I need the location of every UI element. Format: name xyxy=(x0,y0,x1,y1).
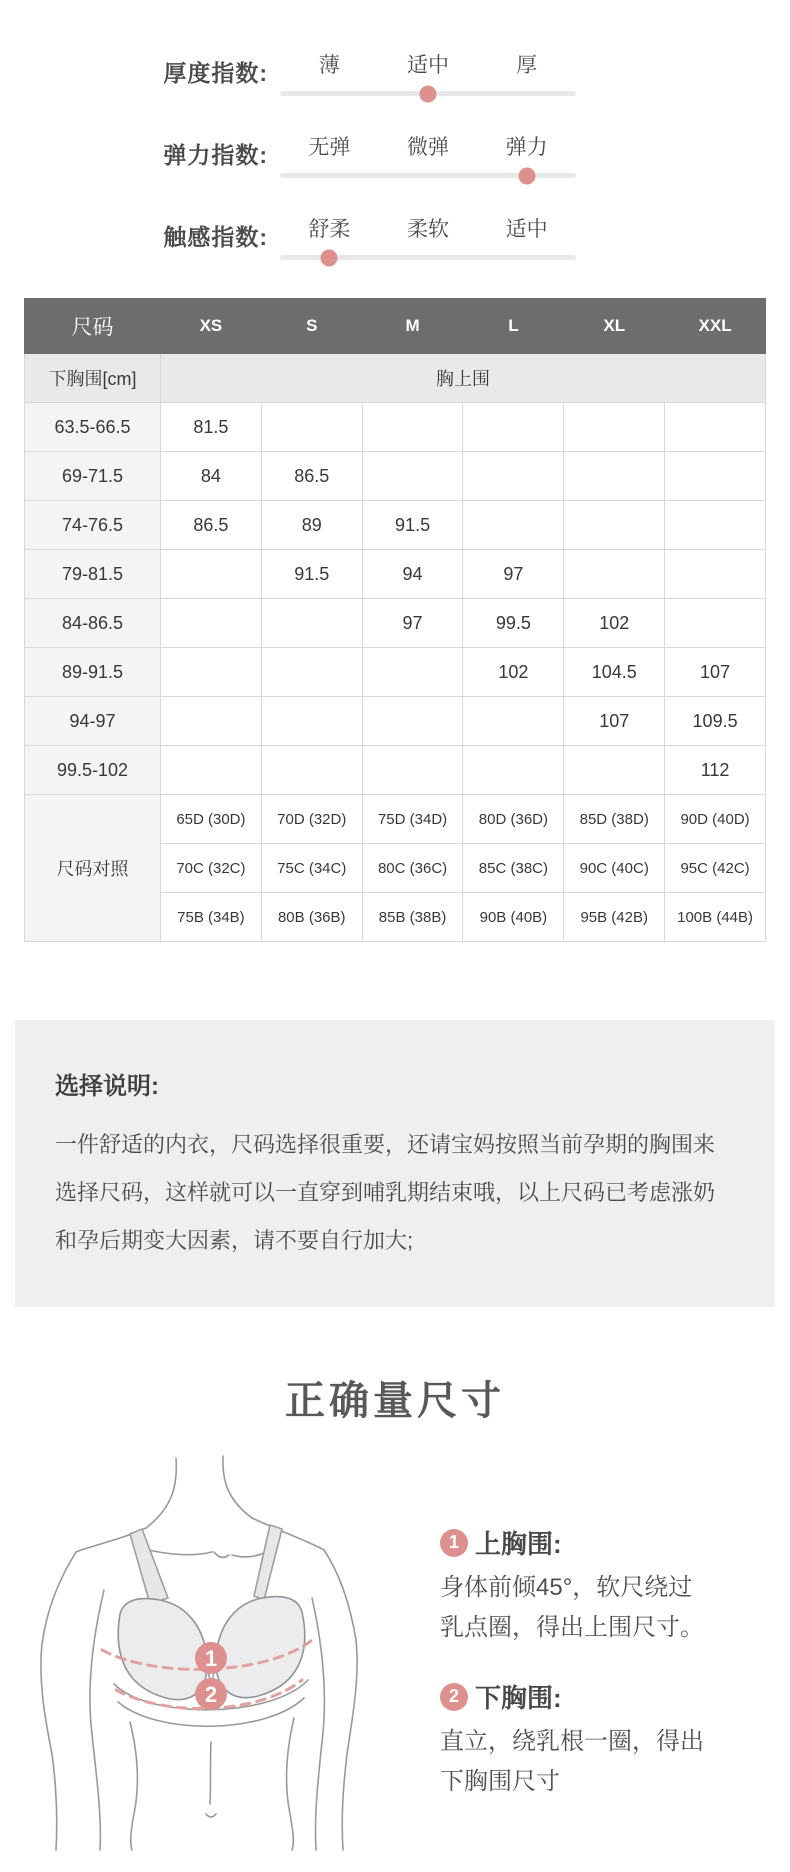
overbust-value-cell xyxy=(261,648,362,697)
size-comparison-cell: 95C (42C) xyxy=(665,844,766,893)
index-option-label: 薄 xyxy=(318,54,340,77)
notice-title: 选择说明: xyxy=(55,1073,159,1100)
overbust-value-cell: 89 xyxy=(261,501,362,550)
overbust-value-cell: 91.5 xyxy=(362,501,463,550)
size-table-row xyxy=(25,599,766,648)
index-track xyxy=(280,91,576,96)
measure-step-line: 身体前倾45°，软尺绕过 xyxy=(440,1574,693,1601)
measure-step-title xyxy=(440,1678,704,1715)
index-scale xyxy=(280,131,576,178)
index-option-label: 无弹 xyxy=(308,136,351,159)
overbust-value-cell xyxy=(261,403,362,452)
measure-steps xyxy=(440,1524,704,1802)
size-table-row xyxy=(25,403,766,452)
underbust-range-cell: 63.5-66.5 xyxy=(25,403,161,452)
underbust-range-cell: 89-91.5 xyxy=(25,648,161,697)
size-table-row xyxy=(25,746,766,795)
overbust-value-cell xyxy=(463,452,564,501)
overbust-value-cell: 102 xyxy=(564,599,665,648)
measure-step-lines xyxy=(440,1722,704,1802)
overbust-value-cell xyxy=(362,403,463,452)
index-track xyxy=(280,255,576,260)
overbust-value-cell xyxy=(161,550,262,599)
size-comparison-cell: 75D (34D) xyxy=(362,795,463,844)
marker-1-number: 1 xyxy=(204,1646,218,1671)
measure-step xyxy=(440,1678,704,1802)
overbust-value-cell: 112 xyxy=(665,746,766,795)
index-label: 弹力指数: xyxy=(163,142,268,168)
overbust-value-cell: 86.5 xyxy=(261,452,362,501)
overbust-value-cell xyxy=(665,403,766,452)
size-comparison-cell: 65D (30D) xyxy=(161,795,262,844)
size-column-header: S xyxy=(261,299,362,354)
size-table-header-row xyxy=(25,299,766,354)
step-number-badge: 2 xyxy=(440,1683,468,1711)
size-column-header: M xyxy=(362,299,463,354)
index-options xyxy=(280,131,576,161)
overbust-value-cell xyxy=(665,599,766,648)
index-label: 触感指数: xyxy=(163,224,268,250)
overbust-value-cell: 99.5 xyxy=(463,599,564,648)
measure-heading: 正确量尺寸 xyxy=(285,1379,505,1423)
index-option-label: 柔软 xyxy=(407,218,449,241)
index-option-label: 厚 xyxy=(516,54,538,77)
diagram-marker-1 xyxy=(195,1642,227,1674)
size-comparison-cell: 90D (40D) xyxy=(665,795,766,844)
size-comparison-cell: 80C (36C) xyxy=(362,844,463,893)
overbust-value-cell xyxy=(564,746,665,795)
underbust-range-cell: 79-81.5 xyxy=(25,550,161,599)
index-option-label: 适中 xyxy=(407,54,449,77)
size-comparison-row xyxy=(25,795,766,844)
overbust-value-cell xyxy=(161,648,262,697)
index-track xyxy=(280,173,576,178)
size-table-row xyxy=(25,452,766,501)
size-column-header: XS xyxy=(161,299,262,354)
overbust-value-cell: 86.5 xyxy=(161,501,262,550)
measure-step-line: 乳点圈，得出上围尺寸。 xyxy=(440,1614,704,1641)
size-comparison-cell: 85C (38C) xyxy=(463,844,564,893)
size-comparison-cell: 75B (34B) xyxy=(161,893,262,942)
size-table-subheader-row xyxy=(25,354,766,403)
size-comparison-cell: 90B (40B) xyxy=(463,893,564,942)
index-row xyxy=(0,180,790,262)
size-comparison-cell: 70D (32D) xyxy=(261,795,362,844)
overbust-value-cell xyxy=(564,403,665,452)
step-number-badge: 1 xyxy=(440,1529,468,1557)
overbust-value-cell xyxy=(564,550,665,599)
index-option-label: 舒柔 xyxy=(308,218,351,241)
index-option-label: 适中 xyxy=(505,218,548,241)
overbust-value-cell xyxy=(362,648,463,697)
index-scale xyxy=(280,49,576,96)
overbust-value-cell xyxy=(463,501,564,550)
index-row xyxy=(0,16,790,98)
selection-notice-box xyxy=(15,1020,775,1307)
size-table-row xyxy=(25,501,766,550)
measure-step-line: 直立，绕乳根一圈，得出 xyxy=(440,1728,704,1755)
index-options xyxy=(280,49,576,79)
overbust-value-cell xyxy=(161,746,262,795)
overbust-value-cell xyxy=(463,403,564,452)
index-label: 厚度指数: xyxy=(163,60,268,86)
size-table-row xyxy=(25,648,766,697)
index-option-label: 弹力 xyxy=(505,136,548,159)
overbust-value-cell: 104.5 xyxy=(564,648,665,697)
underbust-range-cell: 74-76.5 xyxy=(25,501,161,550)
torso-measure-illustration xyxy=(18,1452,380,1852)
size-comparison-cell: 90C (40C) xyxy=(564,844,665,893)
index-row xyxy=(0,98,790,180)
overbust-value-cell: 94 xyxy=(362,550,463,599)
overbust-value-cell xyxy=(161,599,262,648)
measure-step-lines xyxy=(440,1568,704,1648)
overbust-value-cell xyxy=(665,550,766,599)
overbust-value-cell xyxy=(261,599,362,648)
overbust-value-cell: 97 xyxy=(463,550,564,599)
overbust-value-cell xyxy=(362,746,463,795)
overbust-header: 胸上围 xyxy=(161,354,766,403)
index-level-dot xyxy=(321,249,338,266)
size-comparison-cell: 100B (44B) xyxy=(665,893,766,942)
diagram-marker-2 xyxy=(195,1678,227,1710)
index-option-label: 微弹 xyxy=(407,136,449,159)
size-comparison-cell: 85D (38D) xyxy=(564,795,665,844)
step-title-text: 上胸围: xyxy=(475,1529,562,1559)
size-chart-table xyxy=(24,298,766,942)
size-column-header: 尺码 xyxy=(25,299,161,354)
step-title-text: 下胸围: xyxy=(475,1683,562,1713)
overbust-value-cell xyxy=(564,501,665,550)
marker-2-number: 2 xyxy=(204,1682,218,1707)
measure-step-title xyxy=(440,1524,704,1561)
fabric-index-section xyxy=(0,0,790,262)
index-options xyxy=(280,213,576,243)
underbust-range-cell: 84-86.5 xyxy=(25,599,161,648)
overbust-value-cell xyxy=(362,697,463,746)
measure-step-line: 下胸围尺寸 xyxy=(440,1768,560,1795)
overbust-value-cell xyxy=(261,697,362,746)
underbust-header: 下胸围[cm] xyxy=(25,354,161,403)
size-table-row xyxy=(25,550,766,599)
size-comparison-cell: 95B (42B) xyxy=(564,893,665,942)
overbust-value-cell: 97 xyxy=(362,599,463,648)
overbust-value-cell xyxy=(665,501,766,550)
size-column-header: XL xyxy=(564,299,665,354)
overbust-value-cell: 102 xyxy=(463,648,564,697)
size-column-header: L xyxy=(463,299,564,354)
underbust-range-cell: 99.5-102 xyxy=(25,746,161,795)
size-comparison-cell: 75C (34C) xyxy=(261,844,362,893)
measure-section xyxy=(0,1452,790,1872)
overbust-value-cell xyxy=(665,452,766,501)
size-table-row xyxy=(25,697,766,746)
size-comparison-cell: 70C (32C) xyxy=(161,844,262,893)
overbust-value-cell: 84 xyxy=(161,452,262,501)
overbust-value-cell xyxy=(564,452,665,501)
underbust-range-cell: 69-71.5 xyxy=(25,452,161,501)
overbust-value-cell: 107 xyxy=(665,648,766,697)
overbust-value-cell: 81.5 xyxy=(161,403,262,452)
size-comparison-cell: 85B (38B) xyxy=(362,893,463,942)
overbust-value-cell xyxy=(261,746,362,795)
size-comparison-cell: 80B (36B) xyxy=(261,893,362,942)
overbust-value-cell: 109.5 xyxy=(665,697,766,746)
measure-step xyxy=(440,1524,704,1648)
overbust-value-cell xyxy=(463,697,564,746)
size-comparison-cell: 80D (36D) xyxy=(463,795,564,844)
size-comparison-label: 尺码对照 xyxy=(25,795,161,942)
notice-body: 一件舒适的内衣，尺码选择很重要，还请宝妈按照当前孕期的胸围来选择尺码，这样就可以一直穿到哺乳期结束哦，以上尺码已考虑涨奶和孕后期变大因素，请不要自行加大; xyxy=(55,1132,716,1253)
underbust-range-cell: 94-97 xyxy=(25,697,161,746)
index-scale xyxy=(280,213,576,260)
overbust-value-cell xyxy=(161,697,262,746)
overbust-value-cell: 91.5 xyxy=(261,550,362,599)
overbust-value-cell xyxy=(463,746,564,795)
size-column-header: XXL xyxy=(665,299,766,354)
overbust-value-cell xyxy=(362,452,463,501)
overbust-value-cell: 107 xyxy=(564,697,665,746)
